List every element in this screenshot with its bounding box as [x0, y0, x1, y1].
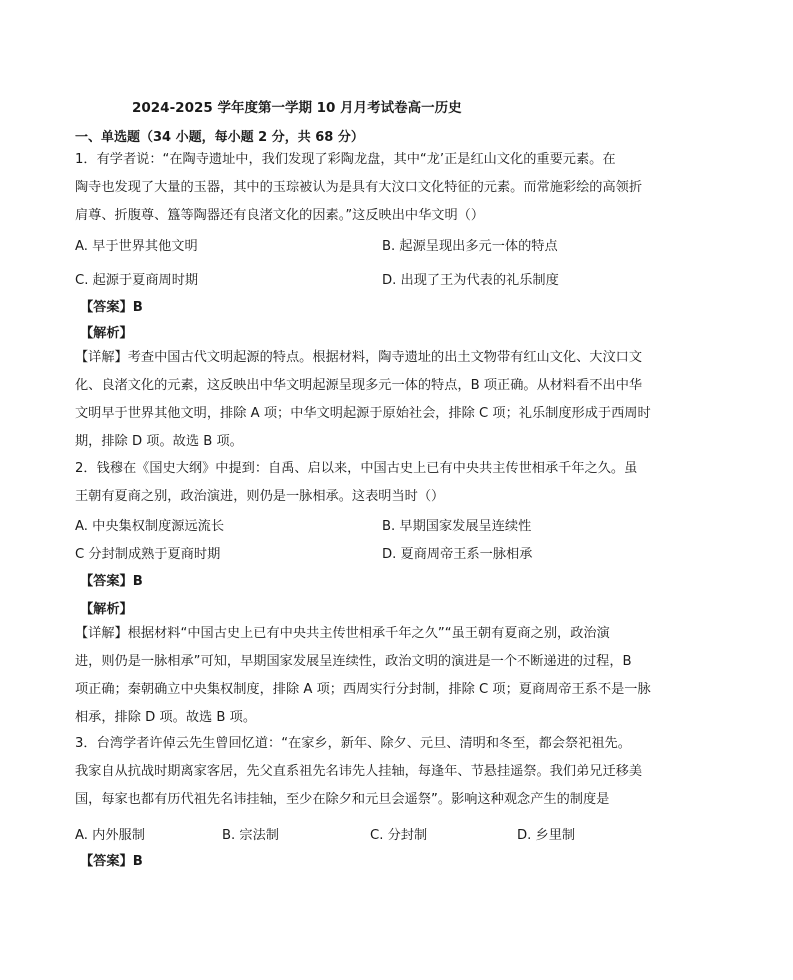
question-1-detail — [75, 344, 725, 456]
detail-line: 相承，排除 D 项。故选 B 项。 — [75, 710, 257, 725]
question-2-answer: 【答案】B — [80, 574, 143, 589]
question-line: 1．有学者说：“在陶寺遗址中，我们发现了彩陶龙盘，其中“龙’正是红山文化的重要元素。在 — [75, 152, 616, 167]
question-line: 陶寺也发现了大量的玉器，其中的玉琮被认为是具有大汶口文化特征的元素。而常施彩绘的高领折 — [75, 180, 643, 195]
detail-line: 化、良渚文化的元素，这反映出中华文明起源呈现多元一体的特点，B 项正确。从材料看不出中华 — [75, 378, 643, 393]
detail-line: 【详解】根据材料“中国古史上已有中央共主传世相承千年之久”“虽王朝有夏商之别，政治演 — [75, 626, 610, 641]
question-line: 肩尊、折腹尊、簋等陶器还有良渚文化的因素。”这反映出中华文明（） — [75, 208, 485, 223]
question-1-option-b: B. 起源呈现出多元一体的特点 — [382, 239, 558, 254]
question-2-option-c: C 分封制成熟于夏商时期 — [75, 547, 221, 562]
detail-line: 进，则仍是一脉相承”可知，早期国家发展呈连续性，政治文明的演进是一个不断递进的过程，B — [75, 654, 632, 669]
detail-line: 项正确；秦朝确立中央集权制度，排除 A 项；西周实行分封制，排除 C 项；夏商周帝王系不是一脉 — [75, 682, 651, 697]
detail-line: 期，排除 D 项。故选 B 项。 — [75, 434, 243, 449]
question-3-option-b: B. 宗法制 — [222, 828, 279, 843]
question-line: 3．台湾学者许倬云先生曾回忆道：“在家乡，新年、除夕、元旦、清明和冬至，都会祭祀祖先。 — [75, 736, 631, 751]
section-heading: 一、单选题（34 小题，每小题 2 分，共 68 分） — [75, 130, 364, 145]
detail-line: 文明早于世界其他文明，排除 A 项；中华文明起源于原始社会，排除 C 项；礼乐制度形成于西周时 — [75, 406, 651, 421]
question-line: 国，每家也都有历代祖先名讳挂轴，至少在除夕和元旦会遥祭”。影响这种观念产生的制度是 — [75, 792, 610, 807]
question-line: 我家自从抗战时期离家客居，先父直系祖先名讳先人挂轴，每逢年、节悬挂遥祭。我们弟兄迁移美 — [75, 764, 643, 779]
question-2-stem — [75, 455, 725, 511]
question-1-option-a: A. 早于世界其他文明 — [75, 239, 198, 254]
question-3-option-a: A. 内外服制 — [75, 828, 145, 843]
question-1-stem — [75, 146, 725, 230]
question-2-option-a: A. 中央集权制度源远流长 — [75, 519, 225, 534]
question-2-detail — [75, 620, 725, 732]
question-1-option-c: C. 起源于夏商周时期 — [75, 273, 199, 288]
question-3-option-d: D. 乡里制 — [517, 828, 576, 843]
question-2-analysis-label: 【解析】 — [80, 602, 133, 617]
question-1-answer: 【答案】B — [80, 300, 143, 315]
question-3-answer: 【答案】B — [80, 854, 143, 869]
question-line: 王朝有夏商之别，政治演进，则仍是一脉相承。这表明当时（） — [75, 489, 445, 504]
question-1-option-d: D. 出现了王为代表的礼乐制度 — [382, 273, 559, 288]
question-line: 2．钱穆在《国史大纲》中提到：自禹、启以来，中国古史上已有中央共主传世相承千年之久。虽 — [75, 461, 638, 476]
question-2-option-d: D. 夏商周帝王系一脉相承 — [382, 547, 533, 562]
page-title: 2024-2025 学年度第一学期 10 月月考试卷高一历史 — [132, 100, 462, 116]
detail-line: 【详解】考查中国古代文明起源的特点。根据材料，陶寺遗址的出土文物带有红山文化、大汶口文 — [75, 350, 643, 365]
question-3-option-c: C. 分封制 — [370, 828, 428, 843]
question-1-analysis-label: 【解析】 — [80, 326, 133, 341]
question-2-option-b: B. 早期国家发展呈连续性 — [382, 519, 532, 534]
question-3-stem — [75, 730, 725, 814]
